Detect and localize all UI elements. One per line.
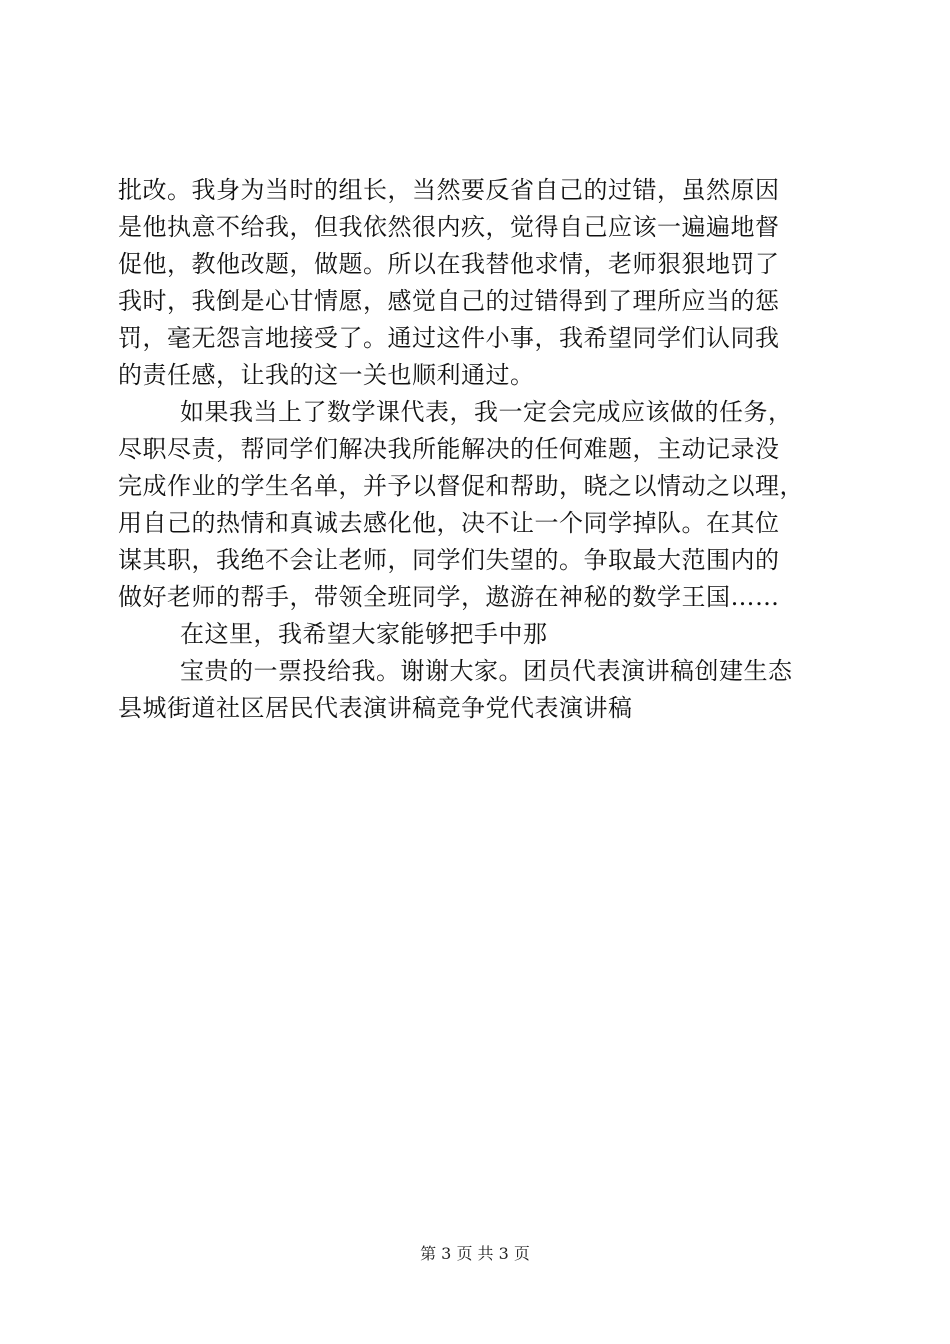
text-line: 县城街道社区居民代表演讲稿竞争党代表演讲稿 <box>118 694 633 722</box>
page-number-footer: 第 3 页 共 3 页 <box>420 1244 530 1263</box>
text-line: 是他执意不给我，但我依然很内疚，觉得自己应该一遍遍地督 <box>118 213 780 241</box>
text-line: 批改。我身为当时的组长，当然要反省自己的过错，虽然原因 <box>118 176 780 204</box>
text-line: 促他，教他改题，做题。所以在我替他求情，老师狠狠地罚了 <box>118 250 780 278</box>
text-line: 尽职尽责，帮同学们解决我所能解决的任何难题，主动记录没 <box>118 435 780 463</box>
text-line: 做好老师的帮手，带领全班同学，遨游在神秘的数学王国…… <box>118 583 780 611</box>
paragraph-start-line: 在这里，我希望大家能够把手中那 <box>180 620 548 648</box>
text-line: 谋其职，我绝不会让老师，同学们失望的。争取最大范围内的 <box>118 546 780 574</box>
paragraph-start-line: 宝贵的一票投给我。谢谢大家。团员代表演讲稿创建生态 <box>180 657 793 685</box>
text-line: 完成作业的学生名单，并予以督促和帮助，晓之以情动之以理， <box>118 472 804 500</box>
paragraph-start-line: 如果我当上了数学课代表，我一定会完成应该做的任务， <box>180 398 793 426</box>
text-line: 我时，我倒是心甘情愿，感觉自己的过错得到了理所应当的惩 <box>118 287 780 315</box>
text-line: 的责任感，让我的这一关也顺利通过。 <box>118 361 535 389</box>
document-body <box>118 172 838 727</box>
text-line: 罚，毫无怨言地接受了。通过这件小事，我希望同学们认同我 <box>118 324 780 352</box>
text-line: 用自己的热情和真诚去感化他，决不让一个同学掉队。在其位 <box>118 509 780 537</box>
